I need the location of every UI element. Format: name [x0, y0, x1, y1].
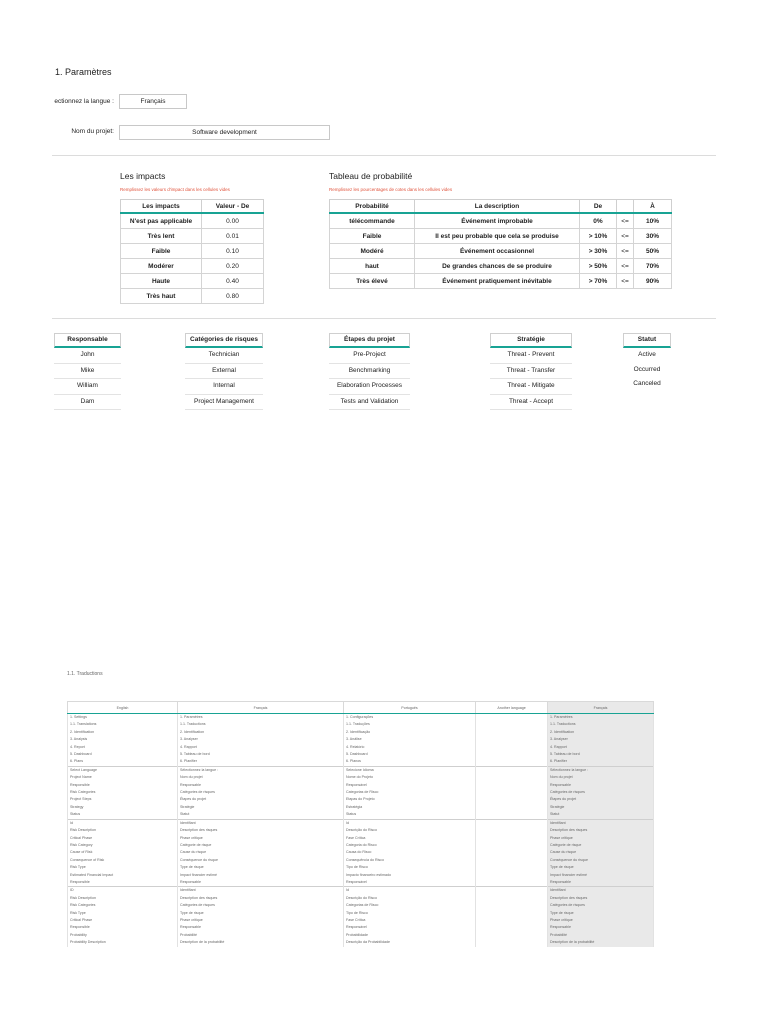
prob-from: 0%	[580, 213, 617, 229]
translation-cell: Étapes du projet	[548, 796, 654, 803]
prob-description: Événement pratiquement inévitable	[415, 274, 580, 289]
list-header: Catégories de risques	[185, 333, 263, 348]
table-row	[330, 274, 672, 289]
list-item[interactable]: Threat - Prevent	[490, 348, 572, 364]
translation-cell[interactable]	[476, 758, 548, 766]
translation-cell: Étapes du projet	[178, 796, 344, 803]
translation-cell: 6. Planos	[344, 758, 476, 766]
translation-cell: Responsable	[178, 782, 344, 789]
prob-header-to: À	[634, 200, 672, 214]
translation-cell: Impact financier estimé	[548, 872, 654, 879]
translation-cell: Categorias de Risco	[344, 789, 476, 796]
list-risk-categories	[185, 333, 263, 410]
translations-table	[67, 701, 654, 947]
table-row	[68, 766, 654, 774]
translation-cell: Sélectionnez la langue :	[178, 766, 344, 774]
translation-cell: Cause du risque	[548, 849, 654, 856]
prob-op: <=	[617, 213, 634, 229]
translation-cell[interactable]	[476, 835, 548, 842]
impact-value[interactable]: 0.40	[202, 274, 264, 289]
table-row	[330, 213, 672, 229]
impact-value[interactable]: 0.20	[202, 259, 264, 274]
table-row	[68, 744, 654, 751]
impact-name: Modérer	[121, 259, 202, 274]
translation-cell: Status	[68, 811, 178, 819]
translation-cell[interactable]	[476, 857, 548, 864]
language-label: ectionnez la langue :	[54, 98, 114, 105]
translation-cell: Catégories de risques	[178, 902, 344, 909]
trans-header-selected: Français	[548, 702, 654, 714]
translation-cell[interactable]	[476, 774, 548, 781]
translation-cell[interactable]	[476, 917, 548, 924]
translation-cell[interactable]	[476, 842, 548, 849]
translation-cell: Fase Crítica	[344, 917, 476, 924]
translation-cell: Identifiant	[178, 887, 344, 895]
translation-cell: Probability	[68, 932, 178, 939]
translation-cell: Description des risques	[548, 895, 654, 902]
table-row	[68, 857, 654, 864]
impact-value[interactable]: 0.80	[202, 289, 264, 304]
impact-name: Haute	[121, 274, 202, 289]
prob-from: > 10%	[580, 229, 617, 244]
translation-cell: 3. Analyser	[548, 736, 654, 743]
translation-cell: Identifiant	[178, 819, 344, 827]
translation-cell[interactable]	[476, 811, 548, 819]
table-row	[68, 789, 654, 796]
prob-to[interactable]: 30%	[634, 229, 672, 244]
translation-cell: Responsible	[68, 879, 178, 887]
translation-cell: Type de risque	[178, 864, 344, 871]
table-row	[68, 864, 654, 871]
translation-cell: 6. Planifier	[548, 758, 654, 766]
list-item[interactable]: Occurred	[633, 365, 661, 373]
prob-level: Modéré	[330, 244, 415, 259]
translation-cell: Stratégie	[548, 804, 654, 811]
translation-cell[interactable]	[476, 887, 548, 895]
translation-cell: Risk Categories	[68, 789, 178, 796]
translation-cell[interactable]	[476, 819, 548, 827]
impacts-hint: Remplissez les valeurs d'impact dans les cellules vides	[120, 187, 230, 192]
translation-cell[interactable]	[476, 895, 548, 902]
translation-cell: Probabilité	[548, 932, 654, 939]
table-row	[121, 213, 264, 229]
table-row	[68, 819, 654, 827]
translation-cell[interactable]	[476, 804, 548, 811]
list-item[interactable]: External	[185, 364, 263, 380]
translation-cell: Impact financier estimé	[178, 872, 344, 879]
list-header: Stratégie	[490, 333, 572, 348]
translation-cell: 1. Paramètres	[548, 714, 654, 722]
translation-cell: Id	[344, 887, 476, 895]
translation-cell[interactable]	[476, 910, 548, 917]
table-row	[68, 842, 654, 849]
impact-name: Faible	[121, 244, 202, 259]
translation-cell: 6. Planifier	[178, 758, 344, 766]
translation-cell: Fase Crítica	[344, 835, 476, 842]
list-item[interactable]: John	[54, 348, 121, 364]
translation-cell: Causa do Risco	[344, 849, 476, 856]
translation-cell: Description des risques	[178, 895, 344, 902]
table-row	[68, 736, 654, 743]
translation-cell: Consequence of Risk	[68, 857, 178, 864]
translation-cell[interactable]	[476, 782, 548, 789]
prob-level: Faible	[330, 229, 415, 244]
translations-title: 1.1. Traductions	[67, 671, 103, 677]
translation-cell: 1. Configurações	[344, 714, 476, 722]
translation-cell[interactable]	[476, 714, 548, 722]
translation-cell: Select Language	[68, 766, 178, 774]
impacts-table	[120, 199, 264, 304]
prob-to[interactable]: 50%	[634, 244, 672, 259]
translation-cell: Tipo de Risco	[344, 910, 476, 917]
translation-cell: 2. Identificação	[344, 729, 476, 736]
table-row	[68, 751, 654, 758]
translation-cell: Consequência do Risco	[344, 857, 476, 864]
translation-cell: Nom du projet	[548, 774, 654, 781]
list-item[interactable]: Mike	[54, 364, 121, 380]
translation-cell: Probabilité	[178, 932, 344, 939]
translation-cell: Project Name	[68, 774, 178, 781]
translation-cell: 3. Analyser	[178, 736, 344, 743]
table-row	[330, 229, 672, 244]
translation-cell: Id	[68, 819, 178, 827]
translation-cell: Responsável	[344, 924, 476, 931]
translation-cell: 6. Plans	[68, 758, 178, 766]
prob-description: Événement occasionnel	[415, 244, 580, 259]
translation-cell: 2. Identification	[68, 729, 178, 736]
table-row	[68, 782, 654, 789]
translation-cell: Critical Phase	[68, 835, 178, 842]
translation-cell: 3. Análise	[344, 736, 476, 743]
probability-hint: Remplissez les pourcentages de cotes dans les cellules vides	[329, 187, 453, 192]
prob-op: <=	[617, 259, 634, 274]
prob-from: > 70%	[580, 274, 617, 289]
table-row	[68, 714, 654, 722]
translation-cell: Risk Type	[68, 864, 178, 871]
translation-cell[interactable]	[476, 766, 548, 774]
prob-level: Très élevé	[330, 274, 415, 289]
table-row	[68, 932, 654, 939]
list-responsable	[54, 333, 121, 410]
translation-cell[interactable]	[476, 864, 548, 871]
impact-value[interactable]: 0.10	[202, 244, 264, 259]
project-name-label: Nom du projet:	[71, 128, 114, 135]
translation-cell: 1. Paramètres	[178, 714, 344, 722]
translation-cell: Phase critique	[178, 835, 344, 842]
impact-value[interactable]: 0.01	[202, 229, 264, 244]
translation-cell: Identifiant	[548, 887, 654, 895]
translation-cell: Description de la probabilité	[548, 939, 654, 946]
list-item[interactable]: Technician	[185, 348, 263, 364]
table-row	[68, 902, 654, 909]
translation-cell: Risk Type	[68, 910, 178, 917]
translation-cell: Tipo de Risco	[344, 864, 476, 871]
translation-cell[interactable]	[476, 751, 548, 758]
table-row	[68, 835, 654, 842]
translation-cell: Sélectionnez la langue :	[548, 766, 654, 774]
translation-cell: Risk Description	[68, 827, 178, 834]
translation-cell: Selecione Idioma	[344, 766, 476, 774]
table-row	[68, 758, 654, 766]
trans-header-english: English	[68, 702, 178, 714]
list-item[interactable]: Pre-Project	[329, 348, 410, 364]
table-row	[121, 259, 264, 274]
translation-cell: Statut	[548, 811, 654, 819]
table-row	[68, 721, 654, 728]
translation-cell: Type de risque	[178, 910, 344, 917]
translation-cell: Descrição do Risco	[344, 895, 476, 902]
translation-cell: Responsible	[68, 782, 178, 789]
translation-cell: Status	[344, 811, 476, 819]
translation-cell: Phase critique	[548, 917, 654, 924]
list-item[interactable]: Elaboration Processes	[329, 379, 410, 395]
trans-header-portuguese: Português	[344, 702, 476, 714]
translation-cell: Catégorie de risque	[548, 842, 654, 849]
translation-cell: 5. Tableau de bord	[178, 751, 344, 758]
project-name-input[interactable]: Software development	[119, 125, 330, 140]
prob-op: <=	[617, 229, 634, 244]
list-item[interactable]: Benchmarking	[329, 364, 410, 380]
translation-cell: Responsável	[344, 879, 476, 887]
translation-cell: Cause du risque	[178, 849, 344, 856]
translation-cell: Estratégia	[344, 804, 476, 811]
prob-from: > 50%	[580, 259, 617, 274]
translation-cell[interactable]	[476, 721, 548, 728]
impacts-title: Les impacts	[120, 171, 166, 181]
translation-cell: 4. Rapport	[548, 744, 654, 751]
translation-cell: Risk Description	[68, 895, 178, 902]
section-title-parametres: 1. Paramètres	[55, 67, 112, 77]
translation-cell: 2. Identification	[178, 729, 344, 736]
translation-cell: 4. Relatório	[344, 744, 476, 751]
translation-cell: Description de la probabilité	[178, 939, 344, 946]
table-row	[68, 849, 654, 856]
table-row	[68, 895, 654, 902]
translation-cell: Identifiant	[548, 819, 654, 827]
translation-cell: Categoria do Risco	[344, 842, 476, 849]
translation-cell: Probabilidade	[344, 932, 476, 939]
translation-cell: Catégories de risques	[548, 789, 654, 796]
list-item[interactable]: Canceled	[633, 380, 661, 387]
translation-cell[interactable]	[476, 744, 548, 751]
translation-cell: Impacto financeiro estimado	[344, 872, 476, 879]
prob-header-level: Probabilité	[330, 200, 415, 214]
translation-cell: Descrição da Probabilidade	[344, 939, 476, 946]
table-row	[68, 774, 654, 781]
translation-cell: Risk Categories	[68, 902, 178, 909]
trans-header-french: Français	[178, 702, 344, 714]
prob-description: De grandes chances de se produire	[415, 259, 580, 274]
trans-header-another: Another language	[476, 702, 548, 714]
probability-table	[329, 199, 672, 289]
divider-top	[52, 155, 716, 156]
translation-cell[interactable]	[476, 789, 548, 796]
translation-cell: Critical Phase	[68, 917, 178, 924]
prob-level: télécommande	[330, 213, 415, 229]
list-item[interactable]: Dam	[54, 395, 121, 411]
translation-cell: Probability Description	[68, 939, 178, 946]
translation-cell: Cause of Risk	[68, 849, 178, 856]
list-project-steps	[329, 333, 410, 410]
table-row	[68, 887, 654, 895]
translation-cell[interactable]	[476, 932, 548, 939]
translation-cell: Type de risque	[548, 864, 654, 871]
language-select[interactable]: Français	[119, 94, 187, 109]
translation-cell[interactable]	[476, 849, 548, 856]
translation-cell: 1.1. Traduções	[344, 721, 476, 728]
translation-cell: Strategy	[68, 804, 178, 811]
translation-cell[interactable]	[476, 902, 548, 909]
translation-cell: Nome do Projeto	[344, 774, 476, 781]
translation-cell: Responsável	[344, 782, 476, 789]
translation-cell: 5. Tableau de bord	[548, 751, 654, 758]
list-item[interactable]: William	[54, 379, 121, 395]
translation-cell: 1. Settings	[68, 714, 178, 722]
translation-cell: 4. Rapport	[178, 744, 344, 751]
translation-cell[interactable]	[476, 939, 548, 946]
translation-cell: Phase critique	[548, 835, 654, 842]
table-row	[121, 244, 264, 259]
list-header: Responsable	[54, 333, 121, 348]
translation-cell: Id	[344, 819, 476, 827]
prob-op: <=	[617, 274, 634, 289]
probability-title: Tableau de probabilité	[329, 171, 413, 181]
table-row	[68, 796, 654, 803]
list-strategy	[490, 333, 572, 410]
table-row	[68, 729, 654, 736]
translation-cell: 5. Dashboard	[344, 751, 476, 758]
translation-cell: Catégories de risques	[548, 902, 654, 909]
translation-cell: Responsable	[178, 879, 344, 887]
table-row	[68, 827, 654, 834]
list-item[interactable]: Project Management	[185, 395, 263, 411]
translation-cell: Responsable	[548, 879, 654, 887]
translation-cell: Categorias de Risco	[344, 902, 476, 909]
table-row	[121, 229, 264, 244]
translation-cell: Project Steps	[68, 796, 178, 803]
translation-cell: Responsable	[548, 782, 654, 789]
translation-cell: Description des risques	[178, 827, 344, 834]
translation-cell: Catégories de risques	[178, 789, 344, 796]
translation-cell: Catégorie de risque	[178, 842, 344, 849]
translation-cell: Stratégie	[178, 804, 344, 811]
translation-cell: Responsable	[548, 924, 654, 931]
divider-middle	[52, 318, 716, 319]
translation-cell[interactable]	[476, 796, 548, 803]
prob-op: <=	[617, 244, 634, 259]
list-item[interactable]: Threat - Transfer	[490, 364, 572, 380]
list-item[interactable]: Threat - Accept	[490, 395, 572, 411]
translation-cell: Descrição do Risco	[344, 827, 476, 834]
prob-header-op	[617, 200, 634, 214]
translation-cell: Phase critique	[178, 917, 344, 924]
table-row	[68, 872, 654, 879]
translation-cell: Conséquence du risque	[178, 857, 344, 864]
translation-cell: Etapas do Projeto	[344, 796, 476, 803]
table-row	[68, 811, 654, 819]
translation-cell: 3. Analysis	[68, 736, 178, 743]
translation-cell: Type de risque	[548, 910, 654, 917]
impact-name: N'est pas applicable	[121, 213, 202, 229]
table-row	[68, 879, 654, 887]
prob-to[interactable]: 90%	[634, 274, 672, 289]
list-header: Statut	[623, 333, 671, 348]
impacts-header-value: Valeur - De	[202, 200, 264, 214]
list-item[interactable]: Internal	[185, 379, 263, 395]
table-row	[68, 804, 654, 811]
table-row	[330, 259, 672, 274]
list-item[interactable]: Tests and Validation	[329, 395, 410, 411]
translation-cell: Responsable	[178, 924, 344, 931]
translation-cell[interactable]	[476, 736, 548, 743]
impact-value[interactable]: 0.00	[202, 213, 264, 229]
list-header: Étapes du projet	[329, 333, 410, 348]
translation-cell: Risk Category	[68, 842, 178, 849]
translation-cell[interactable]	[476, 924, 548, 931]
table-row	[330, 244, 672, 259]
prob-to[interactable]: 10%	[634, 213, 672, 229]
translation-cell[interactable]	[476, 879, 548, 887]
table-row	[68, 917, 654, 924]
translation-cell[interactable]	[476, 872, 548, 879]
list-item[interactable]: Threat - Mitigate	[490, 379, 572, 395]
translation-cell: 1.1. Translations	[68, 721, 178, 728]
table-row	[68, 939, 654, 946]
impact-name: Très lent	[121, 229, 202, 244]
list-status	[623, 333, 671, 392]
prob-level: haut	[330, 259, 415, 274]
prob-header-description: La description	[415, 200, 580, 214]
prob-to[interactable]: 70%	[634, 259, 672, 274]
translation-cell: Statut	[178, 811, 344, 819]
translation-cell: Nom du projet	[178, 774, 344, 781]
table-row	[121, 289, 264, 304]
translation-cell: 1.1. Traductions	[178, 721, 344, 728]
prob-from: > 30%	[580, 244, 617, 259]
translation-cell: 5. Dashboard	[68, 751, 178, 758]
impact-name: Très haut	[121, 289, 202, 304]
translation-cell[interactable]	[476, 729, 548, 736]
translation-cell[interactable]	[476, 827, 548, 834]
table-row	[121, 274, 264, 289]
translation-cell: 1.1. Traductions	[548, 721, 654, 728]
translation-cell: Estimated Financial Impact	[68, 872, 178, 879]
table-row	[68, 924, 654, 931]
translation-cell: 2. Identification	[548, 729, 654, 736]
translation-cell: Responsible	[68, 924, 178, 931]
translation-cell: 4. Report	[68, 744, 178, 751]
translation-cell: Conséquence du risque	[548, 857, 654, 864]
prob-description: Il est peu probable que cela se produise	[415, 229, 580, 244]
translation-cell: ID	[68, 887, 178, 895]
prob-description: Événement improbable	[415, 213, 580, 229]
translation-cell: Description des risques	[548, 827, 654, 834]
prob-header-from: De	[580, 200, 617, 214]
table-row	[68, 910, 654, 917]
impacts-header-name: Les impacts	[121, 200, 202, 214]
list-item[interactable]: Active	[638, 351, 656, 358]
